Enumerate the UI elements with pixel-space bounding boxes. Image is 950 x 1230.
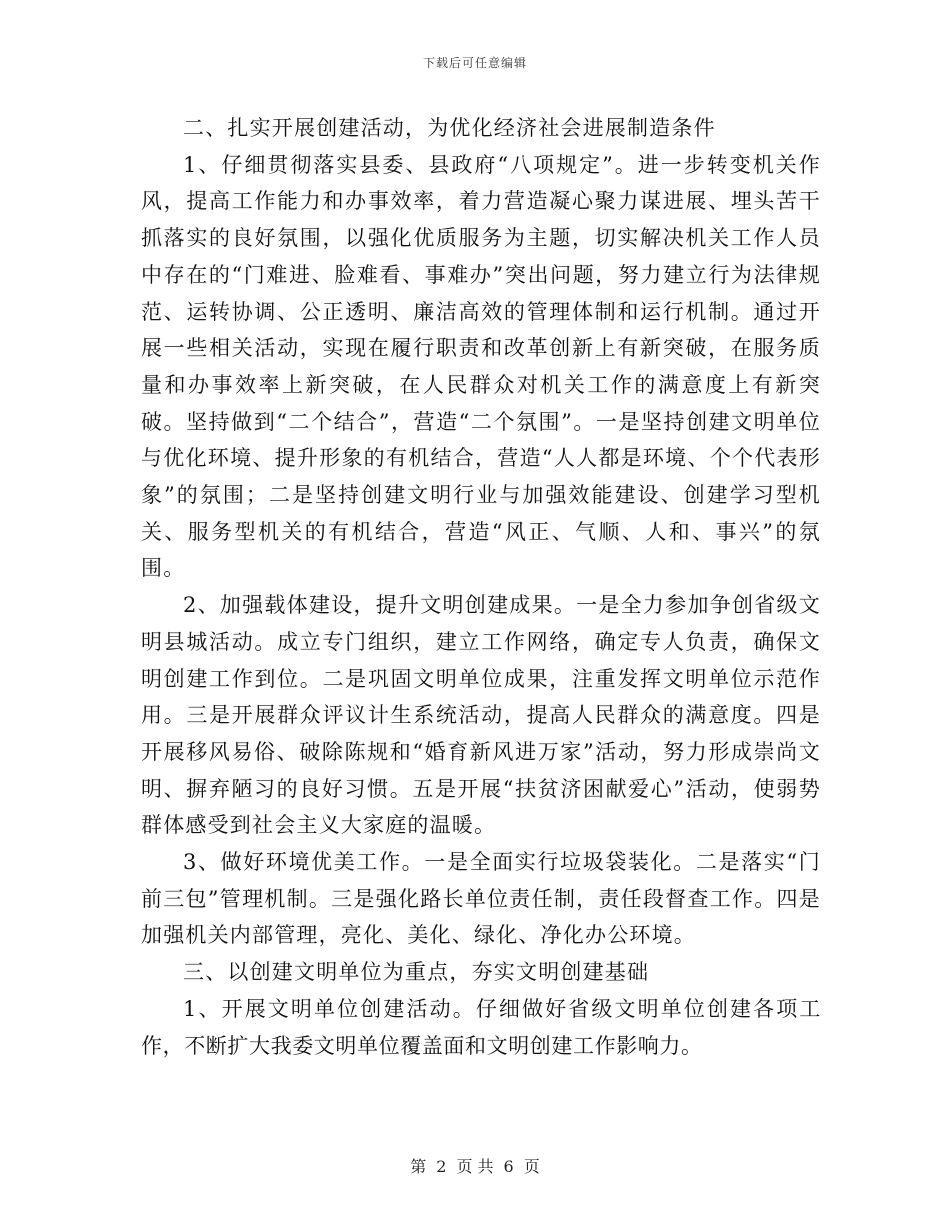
section-heading-2: 二、扎实开展创建活动，为优化经济社会进展制造条件 (183, 116, 716, 140)
paragraph-item-3-1: 1、开展文明单位创建活动。仔细做好省级文明单位创建各项工作，不断扩大我委文明单位覆盖面和文明创建工作影响力。 (141, 996, 821, 1058)
page-middle: 页 共 (456, 1157, 494, 1176)
page-header-note: 下载后可任意编辑 (422, 56, 527, 70)
page-current: 2 (436, 1157, 447, 1176)
page-prefix: 第 (410, 1157, 427, 1176)
paragraph-item-3: 3、做好环境优美工作。一是全面实行垃圾袋装化。二是落实“门前三包”管理机制。三是强化路长单位责任制，责任段督查工作。四是加强机关内部管理，亮化、美化、绿化、净化办公环境。 (141, 850, 821, 948)
document-body (141, 110, 821, 1064)
page-total: 6 (503, 1157, 514, 1176)
page-number (0, 1154, 950, 1177)
paragraph-item-1: 1、仔细贯彻落实县委、县政府“八项规定”。进一步转变机关作风，提高工作能力和办事效率，着力营造凝心聚力谋进展、埋头苦干抓落实的良好氛围，以强化优质服务为主题，切实解决机关工作人员中存在的“门难进、脸难看、事难办”突出问题，努力建立行为法律规范、运转协调、公正透明、廉洁高效的管理体制和运行机制。通过开展一些相关活动，实现在履行职责和改革创新上有新突破，在服务质量和办事效率上新突破，在人民群众对机关工作的满意度上有新突破。坚持做到“二个结合”，营造“二个氛围”。一是坚持创建文明单位与优化环境、提升形象的有机结合，营造“人人都是环境、个个代表形象”的氛围；二是坚持创建文明行业与加强效能建设、创建学习型机关、服务型机关的有机结合，营造“风正、气顺、人和、事兴”的氛围。 (141, 152, 821, 581)
page-suffix: 页 (523, 1157, 540, 1176)
section-heading-3: 三、以创建文明单位为重点，夯实文明创建基础 (183, 960, 650, 985)
paragraph-item-2: 2、加强载体建设，提升文明创建成果。一是全力参加争创省级文明县城活动。成立专门组织，建立工作网络，确定专人负责，确保文明创建工作到位。二是巩固文明单位成果，注重发挥文明单位示范作用。三是开展群众评议计生系统活动，提高人民群众的满意度。四是开展移风易俗、破除陈规和“婚育新风进万家”活动，努力形成崇尚文明、摒弃陋习的良好习惯。五是开展“扶贫济困献爱心”活动，使弱势群体感受到社会主义大家庭的温暖。 (141, 593, 821, 838)
